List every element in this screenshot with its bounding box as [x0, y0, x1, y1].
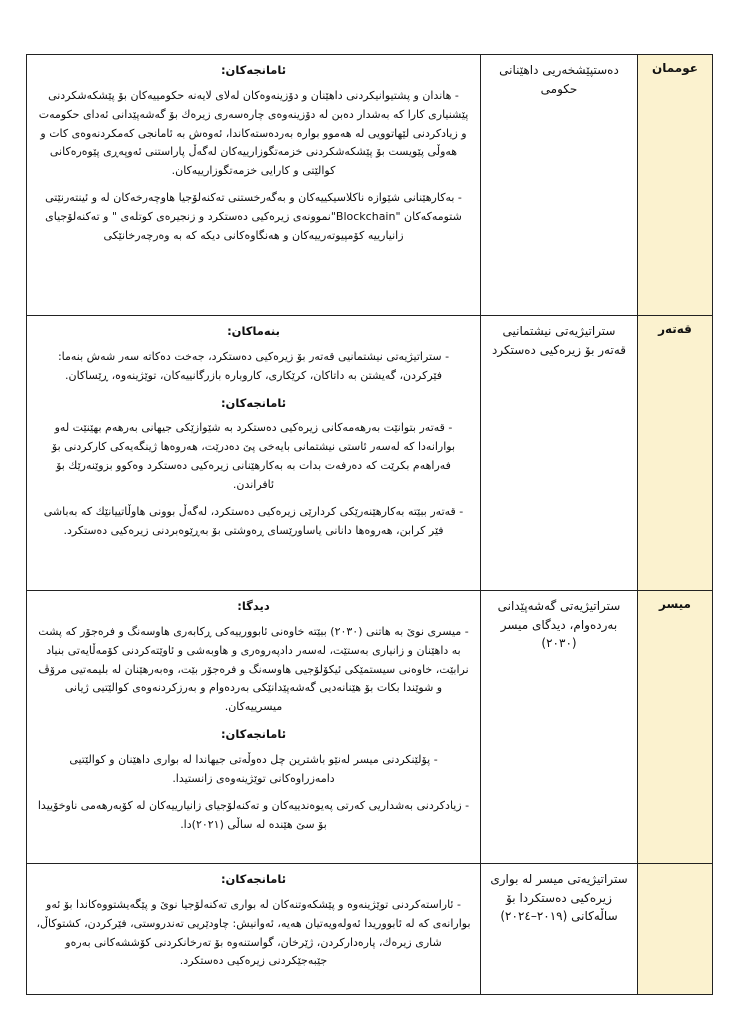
content-cell [27, 316, 481, 591]
country-cell: قەتەر [638, 316, 713, 591]
paragraph: - بەکارهێنانی شێوازە ناکلاسیکییەکان و بەگەرخستنی تەکنەلۆجیا هاوچەرخەکان لە و ئینتەرنێتی شتومەکەکان "Blockchain"نموونەی زیرەکیی دەستکرد و زنجیرەی کوتلەی " و تەکنەلۆجیای زانیارییە کۆمپیوتەرییەکان و هەنگاوەکانی دیکە کە بە وەرچەرخانێکی [45, 191, 462, 243]
section-heading: ئامانجەکان: [220, 727, 287, 742]
paragraph: - قەتەر ببێتە بەکارهێنەرێکی کردارێی زیرەکیی دەستکرد، لەگەڵ بوونی هاوڵاتییانێك کە بەباشی فێر کرابن، هەروەها دانانی یاساورێسای ڕەوشتی بۆ بەڕێوەبردنی زیرەکیی دەستکرد. [43, 504, 464, 537]
section-heading: ئامانجەکان: [220, 395, 287, 410]
country-cell [638, 864, 713, 995]
strategy-cell: ستراتیژیەتی میسر لە بواری زیرەکیی دەستکردا بۆ ساڵەکانی (٢٠١٩–٢٠٢٤) [481, 864, 638, 995]
table-row [27, 864, 713, 995]
strategy-table [26, 54, 713, 995]
paragraph: - ئاراستەکردنی توێژینەوە و پێشکەوتنەکان لە بواری تەکنەلۆجیا نوێ و پێگەیشتووەکاندا بۆ ئەو بوارانەی کە لە ئابووریدا ئەولەویەتیان هەیە، ئەوانیش: چاودێریی تەندروستی، فێرکردن، کشتوکاڵ، شاری زیرەك، پارەدارکردن، ژێرخان، گواستنەوە بۆ تەرخانکردنی کۆششەکانی بەرەو جێبەجێکردنی زیرەکیی دەستکرد. [36, 897, 471, 968]
table-row [27, 591, 713, 864]
paragraph: - هاندان و پشتیوانیکردنی داهێنان و دۆزینەوەکان لەلای لایەنە حکومییەکان بۆ پێشکەشکردنی پێشنیاری کارا کە بەشدار دەبن لە دۆزینەوەی چارەسەری زیرەك بۆ گەشەپێدانی ئەدای حکومەت و زیادکردنی لێهاتوویی لە هەموو بواره بەردەستەکاندا، ئەوەش بە ئامانجی کەمکردنەوەی کات و هەوڵی پێویست بۆ پێشکەشکردنی خزمەتگوزارییەکان لەگەڵ پاراستنی ئەوپەڕی پێوەرەکانی کوالێتی و کارایی خزمەتگوزارییەکان. [38, 88, 469, 178]
section-heading: ئامانجەکان: [220, 63, 287, 77]
country-cell: عوممان [638, 55, 713, 316]
paragraph: - میسری نوێ بە هاتنی (٢٠٣٠) ببێتە خاوەنی ئابوورییەکی ڕکابەری هاوسەنگ و فرەجۆر کە پشت بە داهێنان و زانیاری بەستێت، لەسەر دادپەروەری و هاوبەشی و ئاوێتەکردنی کۆمەڵایەتی بنیاد نرابێت، خاوەنی سیستمێکی ئیکۆلۆجیی هاوسەنگ و فرەجۆر بێت، وەبەرهێنان لە بلیمەتیی مرۆڤ و شوێندا بکات بۆ هێنانەدیی گەشەپێدانێکی بەردەوام و بەرزکردنەوەی کوالێتیی ژیانی میسرییەکان. [38, 624, 469, 714]
paragraph: - زیادکردنی بەشداریی کەرتی پەیوەندییەکان و تەکنەلۆجیای زانیارییەکان لە کۆبەرهەمی ناوخۆییدا بۆ سێ هێندە لە ساڵی (٢٠٢١)دا. [37, 798, 470, 831]
section-heading: بنەماکان: [227, 324, 280, 338]
strategy-cell: ستراتیژیەتی نیشتمانیی قەتەر بۆ زیرەکیی دەستکرد [481, 316, 638, 591]
section-heading: ئامانجەکان: [220, 872, 287, 886]
table-row [27, 316, 713, 591]
strategy-cell: ستراتیژیەتی گەشەپێدانی بەردەوام، دیدگای میسر (٢٠٣٠) [481, 591, 638, 864]
section-heading: دیدگا: [237, 599, 270, 613]
strategy-cell: دەستپێشخەریی داهێنانی حکومی [481, 55, 638, 316]
paragraph: - پۆلێنکردنی میسر لەنێو باشترین چل دەوڵەتی جیهاندا لە بواری داهێنان و کوالێتیی دامەزراوەکانی توێژینەوەی زانستیدا. [69, 753, 438, 785]
content-cell [27, 864, 481, 995]
table-row [27, 55, 713, 316]
content-cell [27, 591, 481, 864]
country-cell: میسر [638, 591, 713, 864]
paragraph: - قەتەر بتوانێت بەرهەمەکانی زیرەکیی دەستکرد بە شێوازێکی جیهانی بەرهەم بهێنێت لەو بوارانەدا کە لەسەر ئاستی نیشتمانی بایەخی پێ دەدرێت، هەروەها ژینگەیەکی کارکردنی بۆ فەراهەم بکرێت کە دەرفەت بدات بە بەکارهێنانی زیرەکیی دەستکرد وەکوو بزوێنەرێك بۆ ئافراندن. [51, 421, 456, 492]
paragraph: - ستراتیژیەتی نیشتمانیی قەتەر بۆ زیرەکیی دەستکرد، جەخت دەکاتە سەر شەش بنەما: فێرکردن، گەیشتن بە داتاکان، کرێکاری، کاروباره بازرگانییەکان، توێژینەوە، ڕێساکان. [57, 349, 450, 382]
content-cell [27, 55, 481, 316]
